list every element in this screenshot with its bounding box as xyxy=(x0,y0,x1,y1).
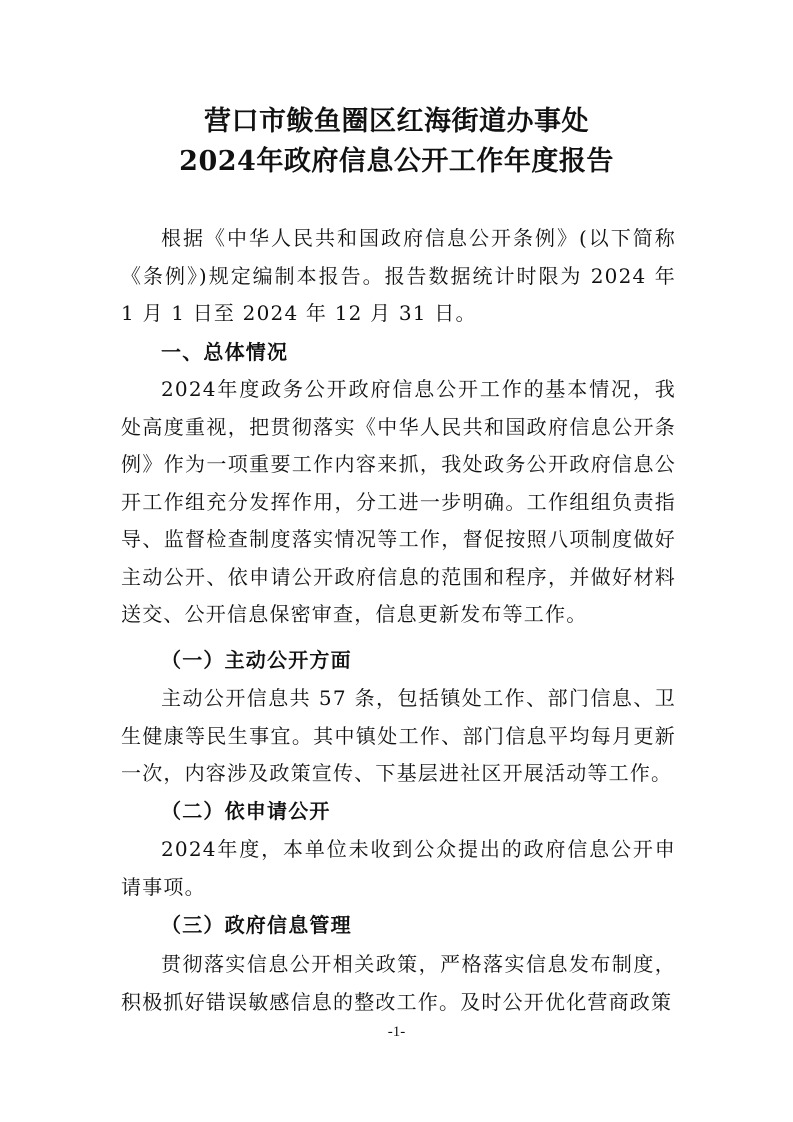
management-paragraph: 贯彻落实信息公开相关政策，严格落实信息发布制度，积极抓好错误敏感信息的整改工作。及时公开优化营商政策 xyxy=(121,952,676,1014)
subsection-heading-management: （三）政府信息管理 xyxy=(161,913,352,937)
subsection-heading-proactive: （一）主动公开方面 xyxy=(161,648,352,672)
document-title-line1: 营口市鲅鱼圈区红海街道办事处 xyxy=(204,106,589,137)
overview-paragraph: 2024年度政务公开政府信息公开工作的基本情况，我处高度重视，把贯彻落实《中华人民共和国政府信息公开条例》作为一项重要工作内容来抓，我处政务公开政府信息公开工作组充分发挥作用，分工进一步明确。工作组组负责指导、监督检查制度落实情况等工作，督促按照八项制度做好主动公开、依申请公开政府信息的范围和程序，并做好材料送交、公开信息保密审查，信息更新发布等工作。 xyxy=(121,377,676,626)
document-title-line2: 2024年政府信息公开工作年度报告 xyxy=(179,146,614,177)
proactive-paragraph: 主动公开信息共 57 条，包括镇处工作、部门信息、卫生健康等民生事宜。其中镇处工作、部门信息平均每月更新一次，内容涉及政策宣传、下基层进社区开展活动等工作。 xyxy=(121,686,676,785)
section-heading-overview: 一、总体情况 xyxy=(161,340,289,364)
intro-paragraph: 根据《中华人民共和国政府信息公开条例》(以下简称《条例》)规定编制本报告。报告数据统计时限为 2024 年 1 月 1 日至 2024 年 12 月 31 日。 xyxy=(121,226,676,325)
subsection-heading-application: （二）依申请公开 xyxy=(161,799,331,823)
application-paragraph: 2024年度，本单位未收到公众提出的政府信息公开申请事项。 xyxy=(121,837,676,899)
page-number: -1- xyxy=(387,1024,406,1040)
